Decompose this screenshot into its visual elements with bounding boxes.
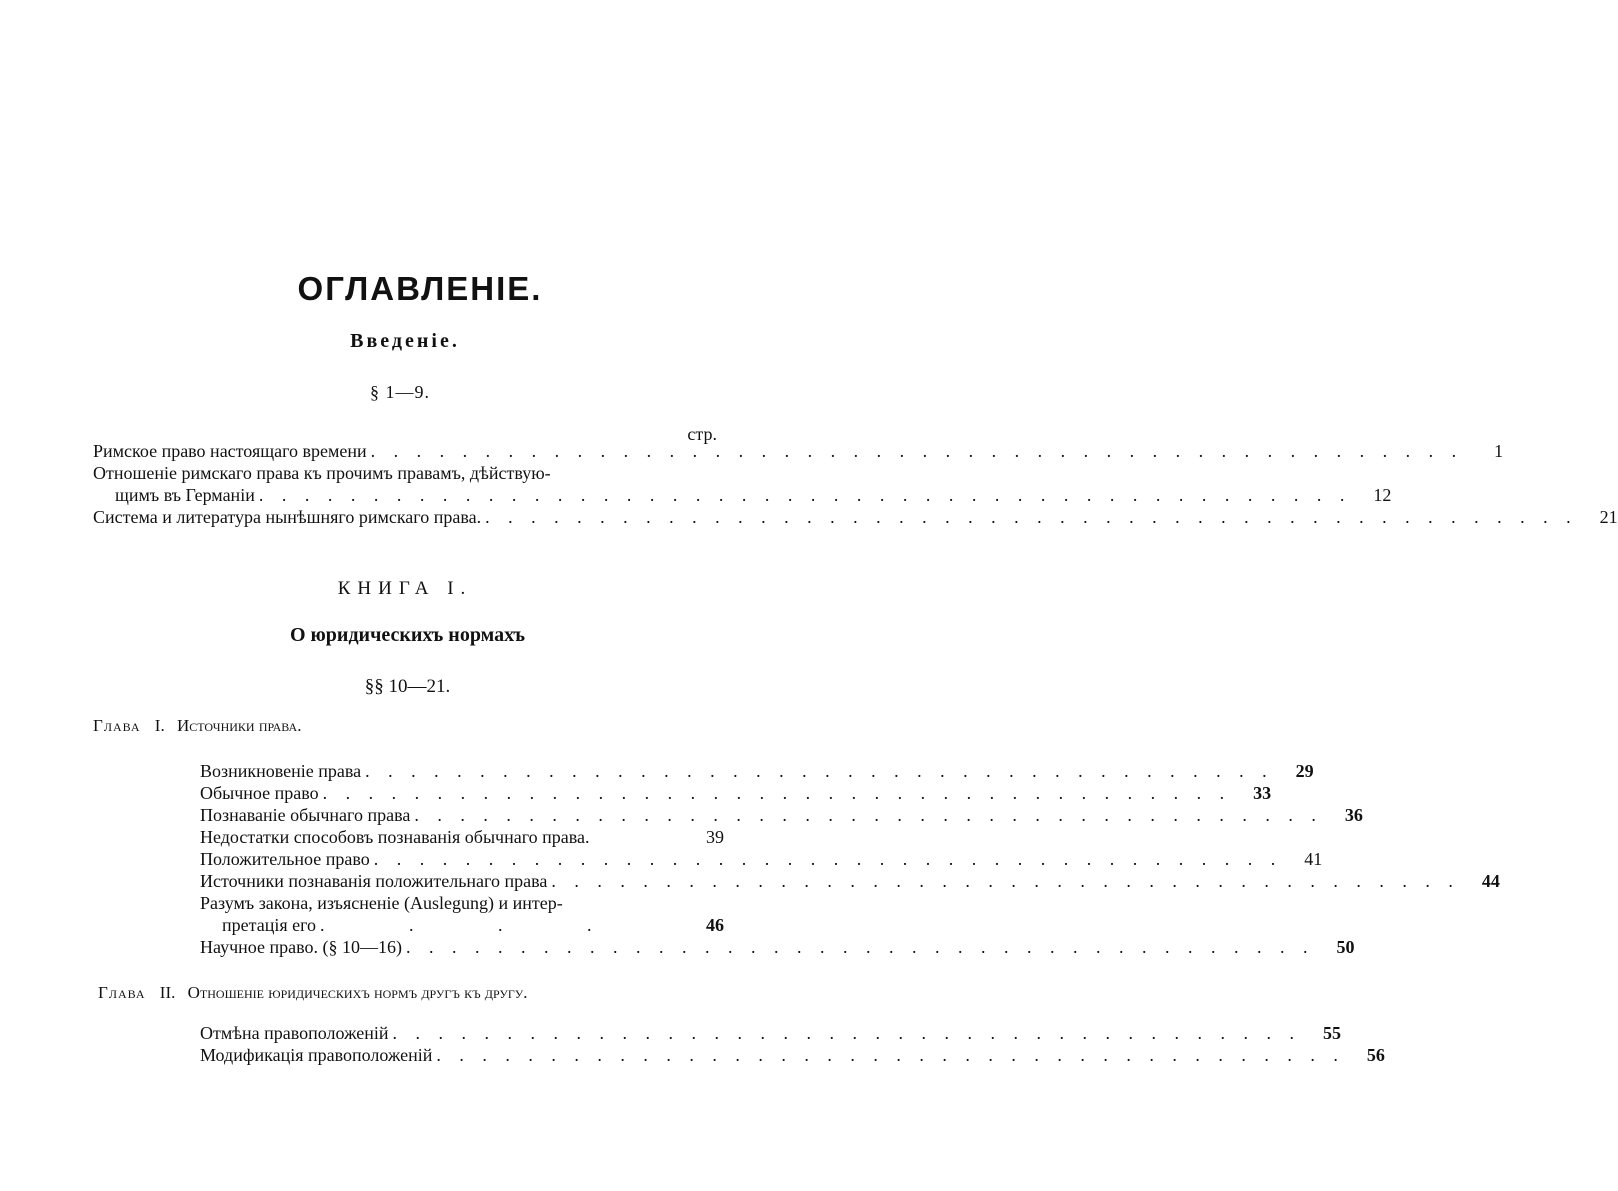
toc-entry-page: 44 bbox=[1481, 871, 1500, 891]
dot-leader: . . . . bbox=[320, 915, 632, 935]
dot-leader: . . . . . . . . . . . . . . . . . . . . . . . . . . . . . . . . . . . . . . . . bbox=[365, 761, 1274, 781]
introduction-toc bbox=[93, 440, 1618, 528]
introduction-range: § 1—9. bbox=[370, 382, 430, 402]
dot-leader: . . . . . . . . . . . . . . . . . . . . . . . . . . . . . . . . . . . . . . . . bbox=[322, 783, 1232, 803]
chapter-number: II. bbox=[159, 983, 176, 1002]
toc-entry-label: Недостатки способовъ познаванiя обычнаго права. bbox=[200, 827, 590, 847]
toc-entry bbox=[200, 848, 1323, 870]
toc-entry bbox=[200, 1044, 1385, 1066]
toc-entry bbox=[200, 782, 1272, 804]
book-range: §§ 10—21. bbox=[364, 676, 451, 697]
chapter-1-toc bbox=[200, 760, 1500, 958]
toc-entry-label: Источники познаванiя положительнаго права bbox=[200, 871, 548, 891]
toc-entry-label: Модификацiя правоположенiй bbox=[200, 1045, 433, 1065]
chapter-prefix: Глава bbox=[93, 716, 141, 735]
page-column-label: стр. bbox=[687, 424, 717, 444]
toc-entry-label: Система и литература нынѣшняго римскаго права. bbox=[93, 507, 482, 527]
toc-entry-page: 29 bbox=[1295, 761, 1314, 781]
toc-entry bbox=[200, 826, 724, 848]
toc-entry-label: Научное право. (§ 10—16) bbox=[200, 937, 402, 957]
dot-leader: . . . . . . . . . . . . . . . . . . . . . . . . . . . . . . . . . . . . . . . . bbox=[392, 1023, 1302, 1043]
page-title: ОГЛАВЛЕНIЕ. bbox=[297, 270, 543, 307]
toc-entry-continuation: претацiя его bbox=[222, 915, 317, 935]
toc-entry-page: 1 bbox=[1494, 441, 1504, 461]
toc-entry bbox=[93, 484, 1392, 506]
toc-entry-continuation: щимъ въ Германiи bbox=[115, 485, 255, 505]
toc-entry-label: Возникновенiе права bbox=[200, 761, 362, 781]
dot-leader: . . . . . . . . . . . . . . . . . . . . . . . . . . . . . . . . . . . . . . . . . . . . . . . . bbox=[485, 507, 1578, 527]
introduction-heading: Введенiе. bbox=[350, 330, 460, 352]
toc-entry-page: 21 bbox=[1599, 507, 1618, 527]
book-title: О юридическихъ нормахъ bbox=[289, 624, 526, 646]
chapter-title: Источники права. bbox=[176, 716, 302, 735]
toc-entry-label: Обычное право bbox=[200, 783, 319, 803]
chapter-2-toc bbox=[200, 1022, 1385, 1066]
toc-entry-page: 41 bbox=[1304, 849, 1323, 869]
dot-leader: . . . . . . . . . . . . . . . . . . . . . . . . . . . . . . . . . . . . . . . . bbox=[405, 937, 1315, 957]
toc-entry bbox=[93, 506, 1618, 528]
toc-entry-page: 50 bbox=[1336, 937, 1355, 957]
toc-entry-page: 36 bbox=[1344, 805, 1363, 825]
chapter-heading bbox=[98, 983, 528, 1003]
chapter-title: Отношенiе юридическихъ нормъ другъ къ другу. bbox=[187, 983, 528, 1002]
dot-leader: . . . . . . . . . . . . . . . . . . . . . . . . . . . . . . . . . . . . . . . . bbox=[551, 871, 1460, 891]
dot-leader: . . . . . . . . . . . . . . . . . . . . . . . . . . . . . . . . . . . . . . . . bbox=[414, 805, 1323, 825]
chapter-number: I. bbox=[154, 716, 165, 735]
toc-entry bbox=[200, 870, 1500, 892]
dot-leader: . . . . . . . . . . . . . . . . . . . . . . . . . . . . . . . . . . . . . . . . . . . . . . . . bbox=[370, 441, 1464, 461]
toc-entry-label: Положительное право bbox=[200, 849, 370, 869]
toc-entry-label: Отмѣна правоположенiй bbox=[200, 1023, 389, 1043]
dot-leader: . . . . . . . . . . . . . . . . . . . . . . . . . . . . . . . . . . . . . . . . . . . . . . . . bbox=[258, 485, 1352, 505]
toc-entry bbox=[93, 440, 1504, 462]
toc-entry bbox=[200, 914, 724, 936]
toc-entry-page: 55 bbox=[1323, 1023, 1342, 1043]
toc-entry-page: 33 bbox=[1253, 783, 1272, 803]
toc-entry-page: 46 bbox=[706, 915, 724, 935]
toc-entry-label: Отношенiе римскаго права къ прочимъ правамъ, дѣйствую- bbox=[93, 463, 551, 483]
toc-entry-label: Познаванiе обычнаго права bbox=[200, 805, 411, 825]
toc-entry bbox=[200, 760, 1314, 782]
chapter-heading bbox=[93, 716, 301, 736]
chapter-prefix: Глава bbox=[98, 983, 146, 1002]
dot-leader: . . . . . . . . . . . . . . . . . . . . . . . . . . . . . . . . . . . . . . . . bbox=[436, 1045, 1345, 1065]
toc-entry bbox=[200, 1022, 1342, 1044]
toc-entry-page: 56 bbox=[1366, 1045, 1385, 1065]
toc-entry-page: 39 bbox=[706, 827, 724, 847]
toc-entry bbox=[200, 936, 1355, 958]
toc-entry-label: Разумъ закона, изъясненiе (Auslegung) и интер- bbox=[200, 893, 563, 913]
toc-entry-page: 12 bbox=[1373, 485, 1392, 505]
toc-entry-label: Римское право настоящаго времени bbox=[93, 441, 367, 461]
dot-leader: . . . . . . . . . . . . . . . . . . . . . . . . . . . . . . . . . . . . . . . . bbox=[373, 849, 1283, 869]
toc-entry bbox=[200, 804, 1363, 826]
book-heading: КНИГА I. bbox=[337, 578, 473, 599]
